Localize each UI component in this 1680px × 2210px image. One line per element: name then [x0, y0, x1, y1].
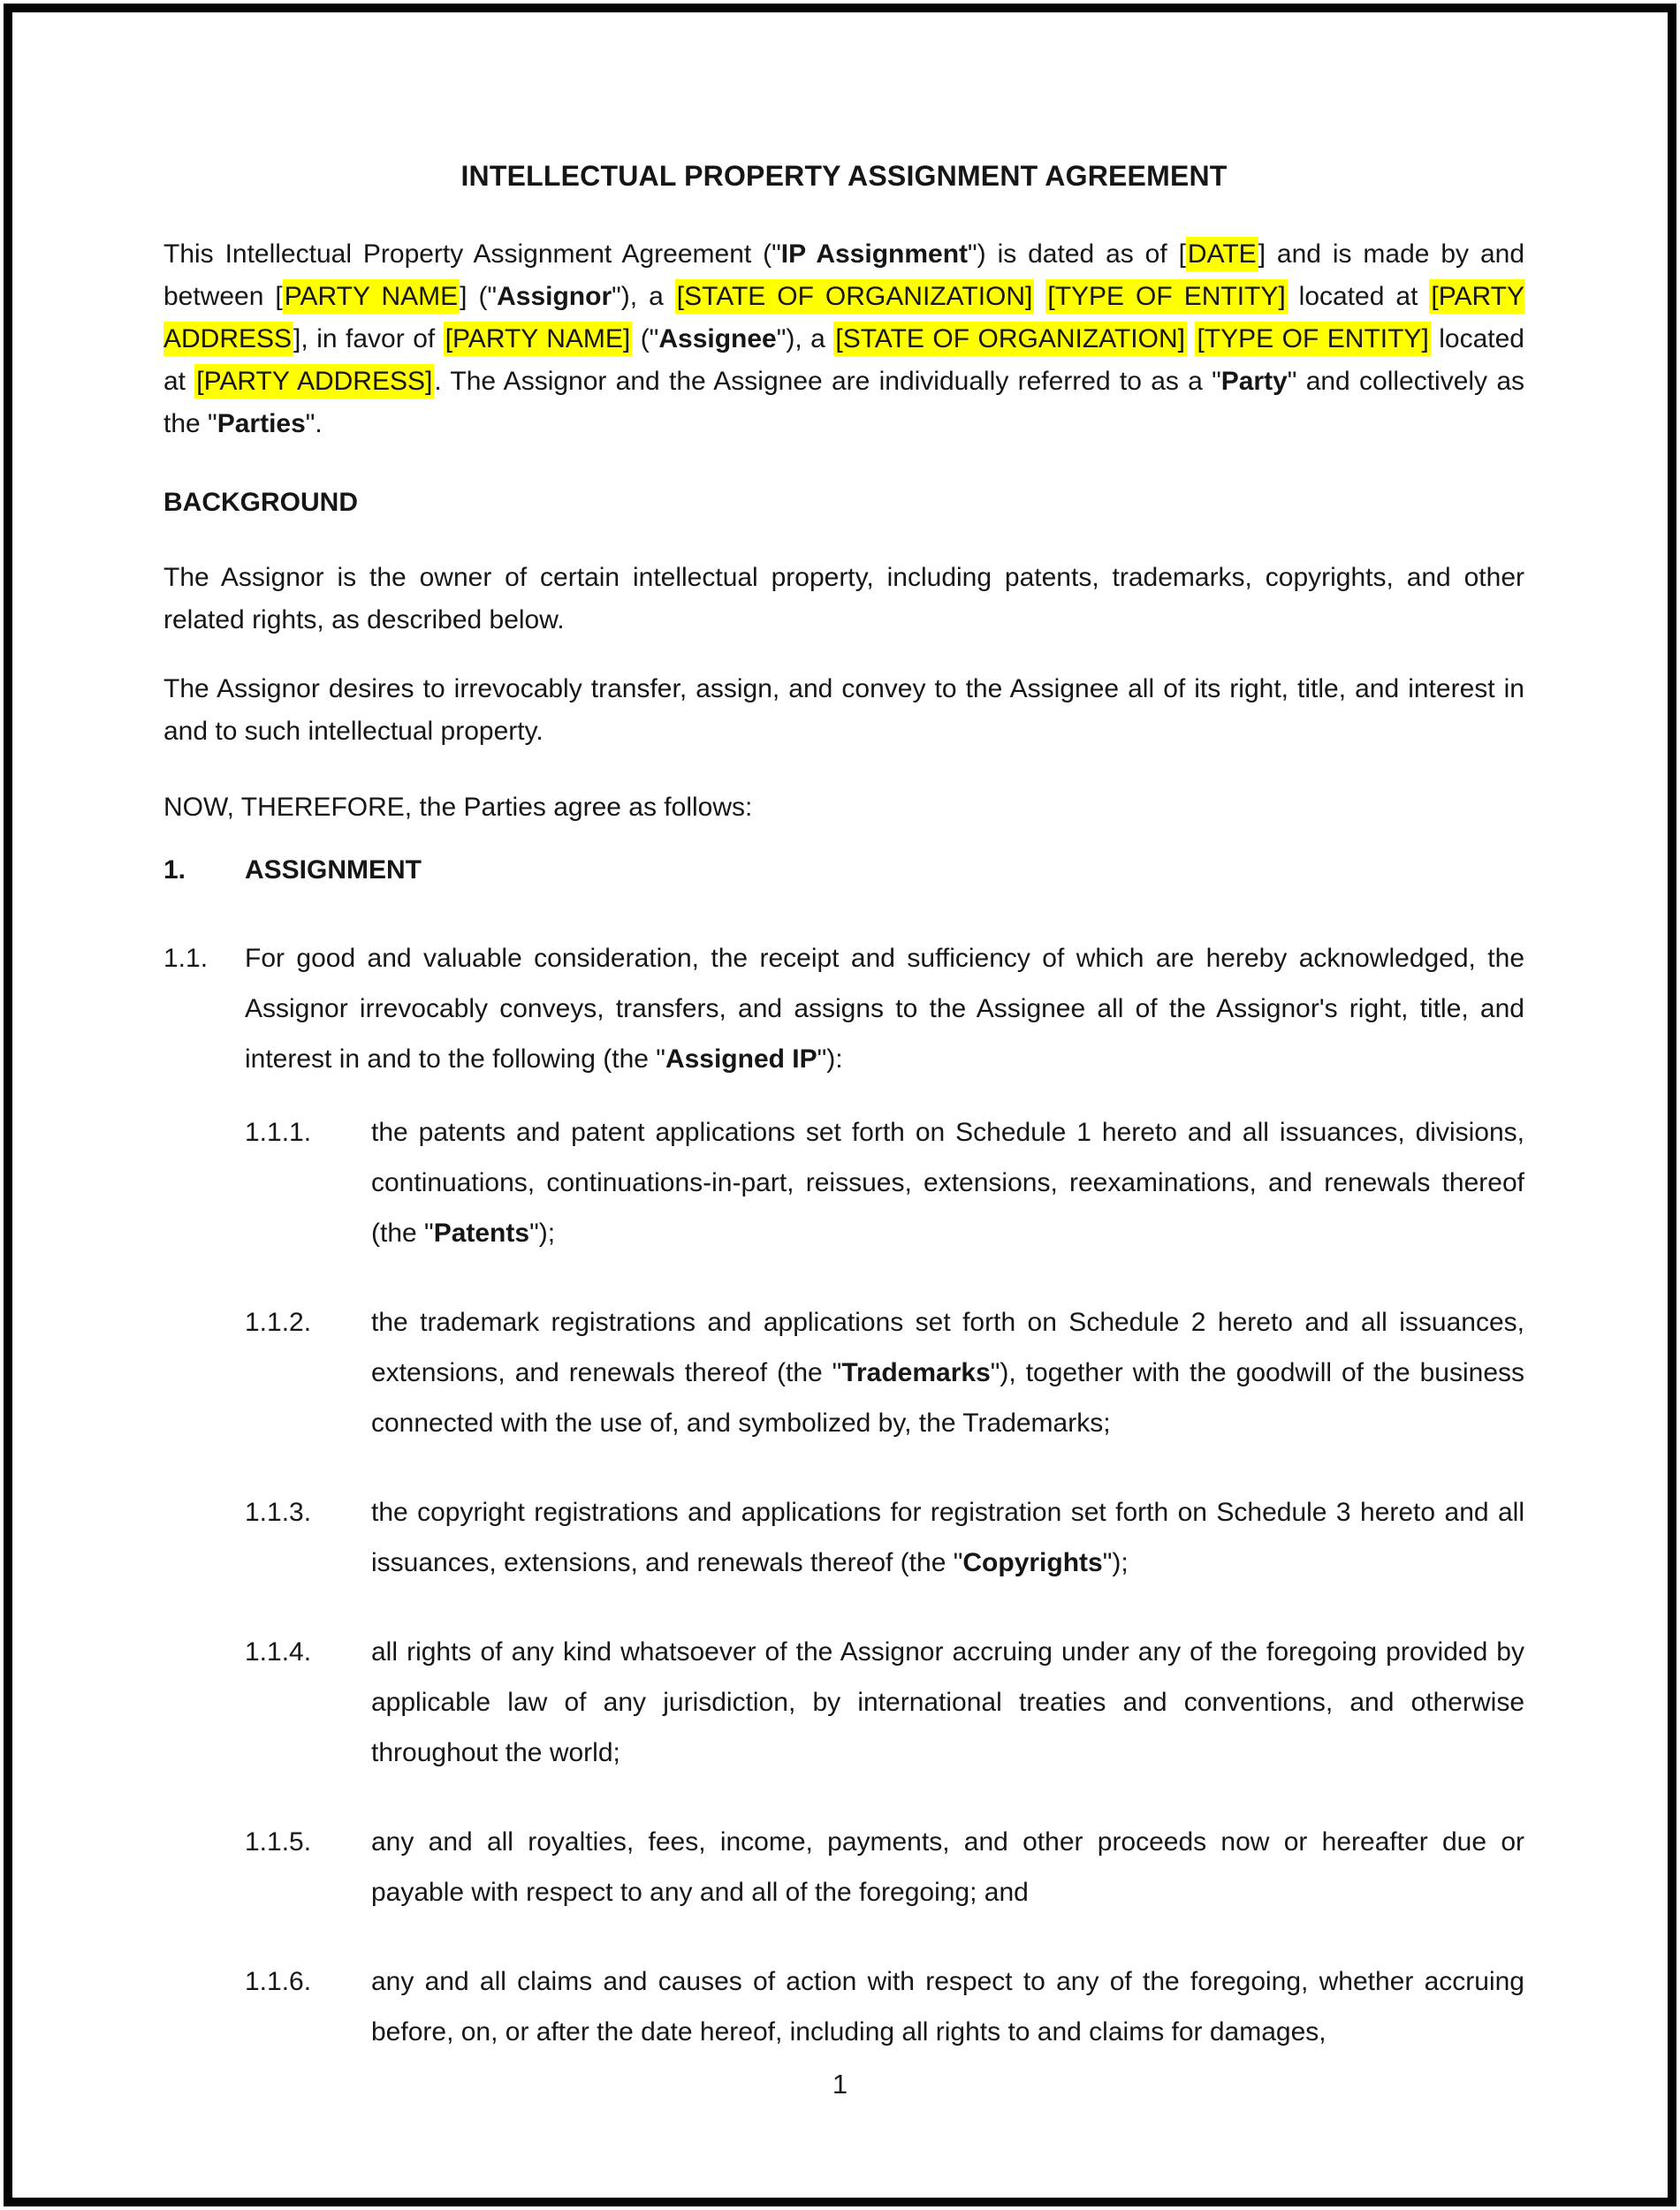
page-number: 1 — [832, 2069, 848, 2100]
background-heading: BACKGROUND — [163, 488, 358, 517]
text-run: . The Assignor and the Assignee are individually referred to as a " — [434, 367, 1221, 396]
defined-term: Assignee — [658, 324, 777, 353]
subclause-text — [371, 1827, 1524, 1907]
section-heading-label: ASSIGNMENT — [245, 855, 422, 885]
document-title: INTELLECTUAL PROPERTY ASSIGNMENT AGREEMENT — [460, 160, 1228, 192]
text-run: located at — [1287, 282, 1430, 311]
highlighted-placeholder: [STATE OF ORGANIZATION] — [675, 279, 1035, 314]
defined-term: Party — [1220, 367, 1288, 396]
clause-1-1 — [163, 933, 1524, 1084]
highlighted-placeholder: [TYPE OF ENTITY] — [1195, 322, 1430, 356]
text-run: "); — [529, 1219, 556, 1248]
clause-text — [245, 944, 1524, 1074]
defined-term: IP Assignment — [780, 239, 969, 269]
text-run: "), together with the goodwill of the business connected with the use of, and symbolized by, the Trademarks; — [371, 1358, 1525, 1438]
text-run: For good and valuable consideration, the receipt and sufficiency of which are hereby acknowledged, the Assignor irrevocably conveys, transfers, and assigns to the Assignee all of the Assignor's right, title, and interest in and to the following (the " — [245, 944, 1524, 1074]
section-1-heading — [163, 852, 1524, 889]
defined-term: Trademarks — [841, 1358, 991, 1387]
subclause-number: 1.1.1. — [245, 1118, 312, 1147]
highlighted-placeholder: [PARTY ADDRESS] — [194, 364, 434, 399]
now-therefore-line: NOW, THEREFORE, the Parties agree as follows: — [163, 793, 753, 822]
text-run: "): — [817, 1044, 843, 1074]
background-paragraph-2: The Assignor desires to irrevocably transfer, assign, and convey to the Assignee all of its right, title, and interest in and to such intellectual property. — [163, 674, 1524, 746]
subclause-number: 1.1.2. — [245, 1308, 312, 1337]
text-run: all rights of any kind whatsoever of the Assignor accruing under any of the foregoing provided by applicable law of any jurisdiction, by international treaties and conventions, and otherwise throughout the world; — [371, 1637, 1524, 1767]
text-run: the trademark registrations and applications set forth on Schedule 2 hereto and all issuances, extensions, and renewals thereof (the " — [371, 1308, 1524, 1387]
text-run: ] and is made by and between [ — [163, 239, 1524, 311]
defined-term: Assignor — [497, 282, 612, 311]
text-run: "), a — [612, 282, 675, 311]
text-run: any and all royalties, fees, income, payments, and other proceeds now or hereafter due or payable with respect to any and all of the foregoing; and — [371, 1827, 1524, 1907]
subclause-text — [371, 1308, 1524, 1438]
section-number: 1. — [163, 855, 186, 885]
subclause-1-1-2 — [163, 1297, 1524, 1448]
text-run — [1034, 282, 1045, 311]
subclause-text — [371, 1637, 1524, 1767]
page-content — [163, 157, 1524, 2096]
subclause-1-1-4 — [163, 1627, 1524, 1778]
text-run: located at — [163, 324, 1524, 396]
highlighted-placeholder: DATE — [1186, 237, 1258, 271]
highlighted-placeholder: [PARTY ADDRESS — [163, 279, 1524, 356]
intro-paragraph — [163, 233, 1524, 445]
text-run: " and collectively as the " — [163, 367, 1525, 438]
subclause-1-1-1 — [163, 1107, 1524, 1258]
defined-term: Assigned IP — [665, 1044, 817, 1074]
text-run: (" — [632, 324, 659, 353]
defined-term: Patents — [433, 1219, 530, 1248]
subclause-number: 1.1.3. — [245, 1498, 312, 1527]
defined-term: Parties — [217, 409, 306, 438]
subclause-number: 1.1.6. — [245, 1967, 312, 1996]
subclause-text — [371, 1118, 1524, 1248]
text-run: the copyright registrations and applications for registration set forth on Schedule 3 hereto and all issuances, extensions, and renewals thereof (the " — [371, 1498, 1524, 1577]
highlighted-placeholder: [TYPE OF ENTITY] — [1045, 279, 1287, 314]
highlighted-placeholder: PARTY NAME — [283, 279, 460, 314]
text-run: ") is dated as of [ — [968, 239, 1186, 269]
background-paragraph-1: The Assignor is the owner of certain intellectual property, including patents, trademarks, copyrights, and other related rights, as described below. — [163, 563, 1524, 634]
subclause-1-1-5 — [163, 1817, 1524, 1918]
text-run: ], in favor of — [293, 324, 444, 353]
text-run: "), a — [776, 324, 834, 353]
subclause-number: 1.1.5. — [245, 1827, 312, 1857]
subclause-text — [371, 1967, 1524, 2047]
text-run: This Intellectual Property Assignment Agreement (" — [163, 239, 781, 269]
defined-term: Copyrights — [962, 1548, 1103, 1577]
subclause-1-1-6 — [163, 1956, 1524, 2057]
text-run: ". — [305, 409, 323, 438]
text-run: ] (" — [460, 282, 498, 311]
subclause-text — [371, 1498, 1524, 1577]
highlighted-placeholder: [PARTY NAME] — [444, 322, 633, 356]
text-run: any and all claims and causes of action with respect to any of the foregoing, whether accruing before, on, or after the date hereof, including all rights to and claims for damages, — [371, 1967, 1524, 2047]
clause-number: 1.1. — [163, 944, 209, 973]
text-run: "); — [1102, 1548, 1129, 1577]
text-run: the patents and patent applications set forth on Schedule 1 hereto and all issuances, divisions, continuations, continuations-in-part, reissues, extensions, reexaminations, and renewals thereof (the " — [371, 1118, 1524, 1248]
subclause-number: 1.1.4. — [245, 1637, 312, 1667]
highlighted-placeholder: [STATE OF ORGANIZATION] — [833, 322, 1187, 356]
subclause-1-1-3 — [163, 1487, 1524, 1588]
